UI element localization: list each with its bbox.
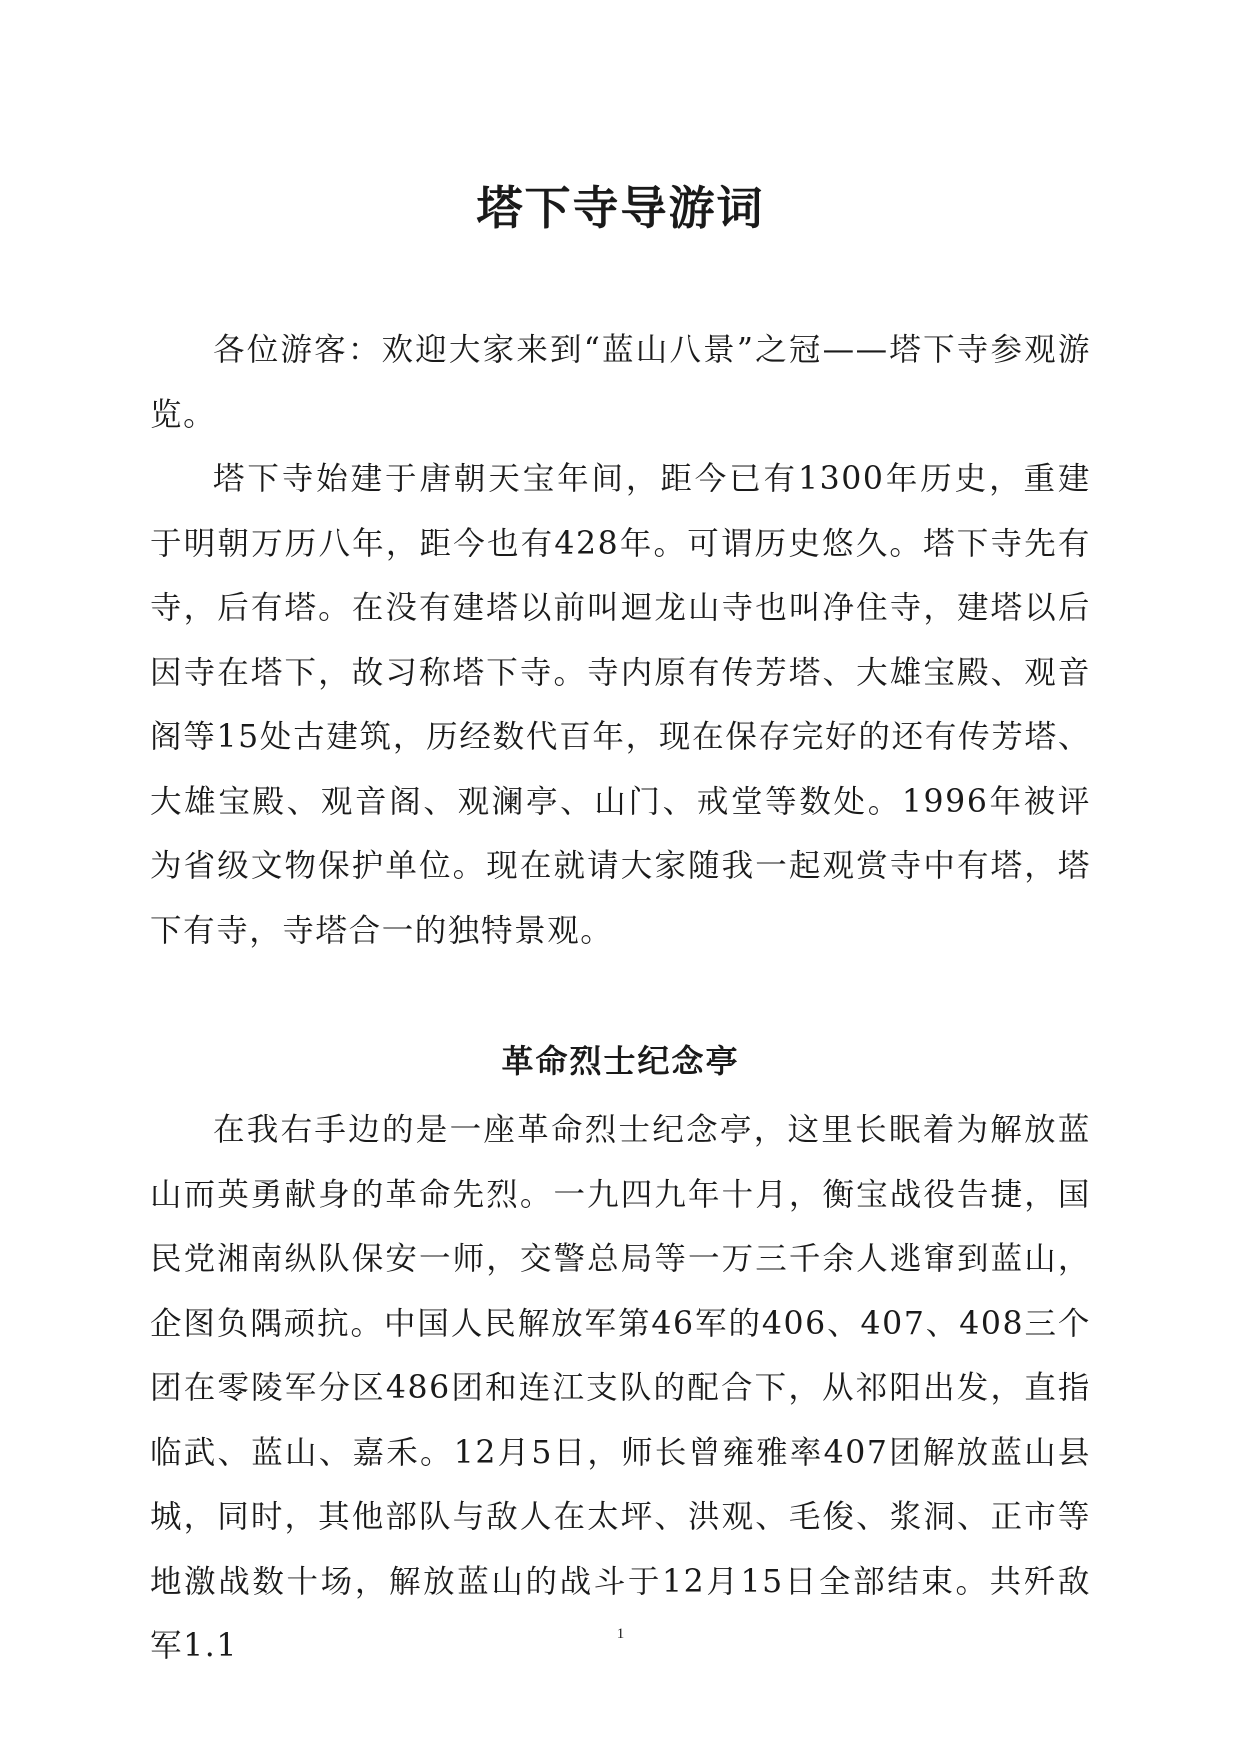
page-number: 1 [616, 1626, 625, 1642]
section-heading-martyrs-pavilion: 革命烈士纪念亭 [501, 1042, 740, 1080]
martyrs-pavilion-section [150, 1098, 1091, 1679]
intro-paragraph-welcome: 各位游客：欢迎大家来到“蓝山八景”之冠——塔下寺参观游览。 [150, 332, 1091, 433]
intro-paragraph-history: 塔下寺始建于唐朝天宝年间，距今已有1300年历史，重建于明朝万历八年，距今也有428年。可谓历史悠久。塔下寺先有寺，后有塔。在没有建塔以前叫迴龙山寺也叫净住寺，建塔以后因寺在塔下，故习称塔下寺。寺内原有传芳塔、大雄宝殿、观音阁等15处古建筑，历经数代百年，现在保存完好的还有传芳塔、大雄宝殿、观音阁、观澜亭、山门、戒堂等数处。1996年被评为省级文物保护单位。现在就请大家随我一起观赏寺中有塔，塔下有寺，寺塔合一的独特景观。 [150, 461, 1091, 949]
martyrs-pavilion-paragraph: 在我右手边的是一座革命烈士纪念亭，这里长眠着为解放蓝山而英勇献身的革命先烈。一九四九年十月，衡宝战役告捷，国民党湘南纵队保安一师，交警总局等一万三千余人逃窜到蓝山，企图负隅顽抗。中国人民解放军第46军的406、407、408三个团在零陵军分区486团和连江支队的配合下，从祁阳出发，直指临武、蓝山、嘉禾。12月5日，师长曾雍雅率407团解放蓝山县城，同时，其他部队与敌人在太坪、洪观、毛俊、浆洞、正市等地激战数十场，解放蓝山的战斗于12月15日全部结束。共歼敌军1.1 [150, 1112, 1091, 1664]
document-title: 塔下寺导游词 [476, 181, 765, 235]
intro-section [150, 318, 1091, 963]
